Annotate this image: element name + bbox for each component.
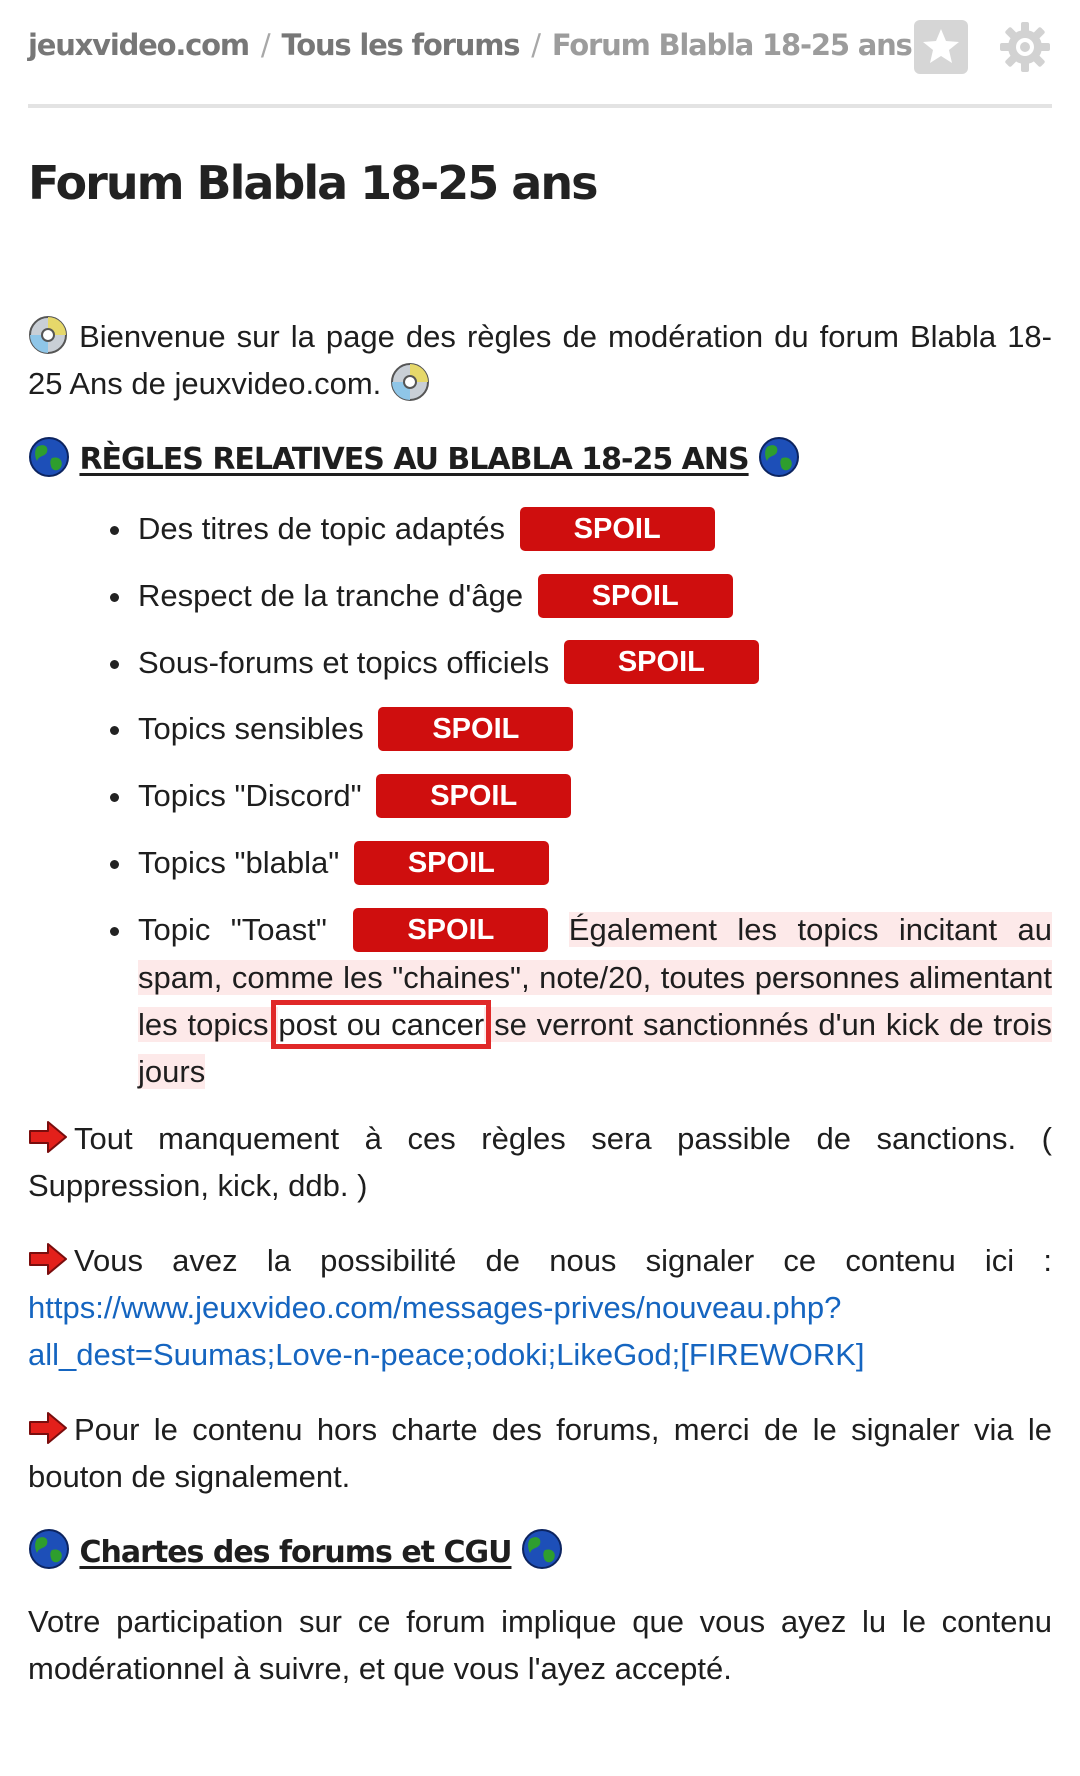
- spoil-button[interactable]: SPOIL: [376, 774, 571, 818]
- sanctions-paragraph: [28, 1115, 1052, 1209]
- list-item: [138, 639, 1052, 687]
- globe-icon: [28, 436, 70, 478]
- rule-label: Des titres de topic adaptés: [138, 511, 506, 546]
- cd-disc-icon: [390, 362, 430, 402]
- toast-text-before: Également les topics incitant au spam, comme les "chaines", note/20, toutes personnes alimentant les topics: [138, 911, 1052, 1042]
- breadcrumb-site-link[interactable]: jeuxvideo.com: [28, 28, 249, 62]
- gear-icon: [998, 20, 1052, 74]
- cd-disc-icon: [28, 315, 68, 355]
- rule-label: Respect de la tranche d'âge: [138, 577, 524, 613]
- charter-section-title: [28, 1528, 1052, 1578]
- rules-content: [28, 313, 1052, 1720]
- top-bar: [28, 0, 1052, 108]
- rules-section-title: [28, 435, 1052, 485]
- spoil-button[interactable]: SPOIL: [378, 707, 573, 751]
- charter-link[interactable]: Chartes des forums et CGU: [79, 1534, 512, 1570]
- rule-label: Topics sensibles: [138, 711, 364, 747]
- star-icon: [914, 20, 968, 74]
- rule-label: Topic "Toast": [138, 911, 327, 947]
- list-item: [138, 705, 1052, 753]
- intro-text: Bienvenue sur la page des règles de modération du forum Blabla 18-25 Ans de jeuxvideo.com.: [28, 319, 1052, 401]
- favorite-button[interactable]: [914, 20, 968, 74]
- globe-icon: [28, 1528, 70, 1570]
- breadcrumb-separator: /: [531, 28, 540, 62]
- report-text: Vous avez la possibilité de nous signaler ce contenu ici :: [74, 1242, 1052, 1278]
- list-item: [138, 505, 1052, 553]
- breadcrumb: [28, 28, 912, 62]
- rule-label: Topics "blabla": [138, 845, 340, 881]
- list-item: [138, 772, 1052, 820]
- toast-text-after: se verront sanctionnés d'un kick de trois jours: [138, 1006, 1052, 1089]
- spoil-button[interactable]: SPOIL: [353, 908, 548, 952]
- breadcrumb-separator: /: [260, 28, 270, 62]
- red-arrow-icon: [28, 1242, 68, 1276]
- list-item: [138, 906, 1052, 1095]
- settings-button[interactable]: [998, 20, 1052, 74]
- sanctions-text: Tout manquement à ces règles sera passible de sanctions. ( Suppression, kick, ddb. ): [28, 1120, 1052, 1203]
- list-item: [138, 572, 1052, 620]
- intro-paragraph: [28, 313, 1052, 407]
- breadcrumb-forums-link[interactable]: Tous les forums: [281, 28, 520, 62]
- spoil-button[interactable]: SPOIL: [354, 841, 549, 885]
- spoil-button[interactable]: SPOIL: [538, 574, 733, 618]
- breadcrumb-current[interactable]: Forum Blabla 18-25 ans: [551, 28, 912, 62]
- rules-title-link[interactable]: RÈGLES RELATIVES AU BLABLA 18-25 ANS: [79, 442, 749, 477]
- rules-list: [28, 505, 1052, 1095]
- page-title: Forum Blabla 18-25 ans: [28, 156, 597, 210]
- report-button-text: Pour le contenu hors charte des forums, merci de le signaler via le bouton de signalement.: [28, 1411, 1052, 1494]
- page-wrapper: [28, 0, 1052, 1686]
- report-button-paragraph: [28, 1406, 1052, 1500]
- footer-paragraph: Votre participation sur ce forum implique que vous ayez lu le contenu modérationnel à suivre, et que vous l'ayez accepté.: [28, 1603, 1052, 1686]
- globe-icon: [758, 436, 800, 478]
- rule-label: Topics "Discord": [138, 778, 362, 814]
- highlighted-phrase: post ou cancer: [278, 1006, 485, 1042]
- report-link[interactable]: https://www.jeuxvideo.com/messages-prives/nouveau.php?all_dest=Suumas;Love-n-peace;odoki;LikeGod;[FIREWORK]: [28, 1289, 865, 1372]
- red-arrow-icon: [28, 1411, 68, 1445]
- spoil-button[interactable]: SPOIL: [520, 507, 715, 551]
- report-paragraph: [28, 1237, 1052, 1378]
- red-arrow-icon: [28, 1120, 68, 1154]
- rule-label: Sous-forums et topics officiels: [138, 644, 550, 680]
- globe-icon: [521, 1528, 563, 1570]
- list-item: [138, 839, 1052, 887]
- spoil-button[interactable]: SPOIL: [564, 640, 759, 684]
